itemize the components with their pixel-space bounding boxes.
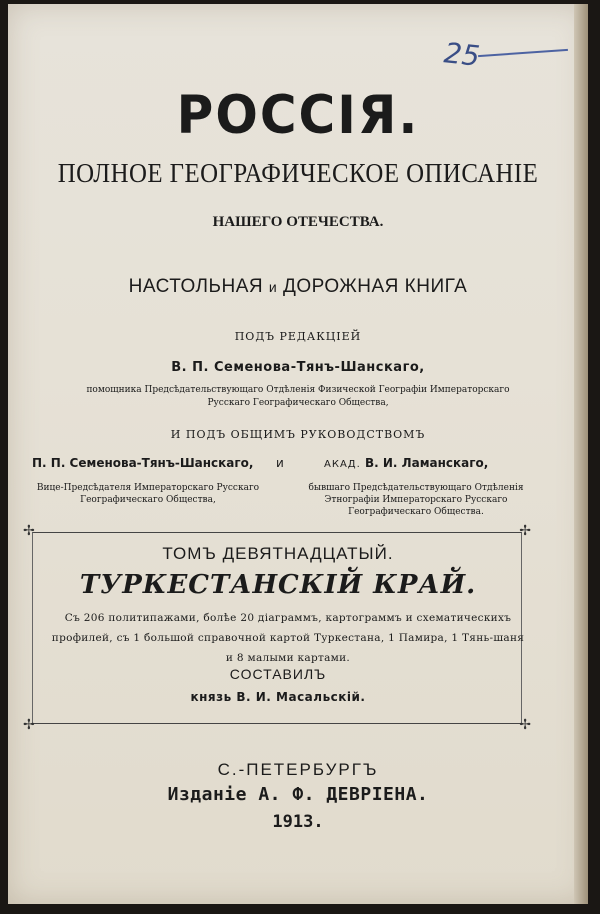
volume-number: ТОМЪ ДЕВЯТНАДЦАТЫЙ.: [162, 544, 394, 563]
leader2-line: [324, 456, 488, 470]
subtitle3-part-b: и: [268, 279, 278, 295]
publication-city: С.-ПЕТЕРБУРГЪ: [217, 760, 379, 779]
publisher: Изданіе А. Ф. ДЕВРІЕНА.: [167, 784, 429, 805]
pencil-stroke: [478, 49, 568, 57]
subtitle-line-1: ПОЛНОЕ ГЕОГРАФИЧЕСКОЕ ОПИСАНІЕ: [57, 158, 539, 188]
corner-ornament-icon: ✢: [519, 523, 531, 539]
leader2-prefix: АКАД.: [324, 459, 361, 470]
corner-ornament-icon: ✢: [23, 523, 35, 539]
editor-name: В. П. Семенова-Тянъ-Шанскаго,: [171, 360, 425, 375]
volume-title: ТУРКЕСТАНСКІЙ КРАЙ.: [79, 570, 477, 600]
pencil-note: 25: [442, 36, 482, 73]
corner-ornament-icon: ✢: [519, 717, 531, 733]
under-editor-label: ПОДЪ РЕДАКЦІЕЙ: [234, 330, 362, 343]
author-name: князь В. И. Масальскій.: [190, 690, 366, 704]
leader1-name: П. П. Семенова-Тянъ-Шанскаго,: [32, 456, 254, 470]
leader2-name: В. И. Ламанскаго,: [364, 456, 489, 470]
publication-year: 1913.: [272, 812, 324, 832]
conjunction: и: [276, 456, 284, 470]
book-title: РОССІЯ.: [176, 84, 420, 146]
corner-ornament-icon: ✢: [23, 717, 35, 733]
general-guidance-label: И ПОДЪ ОБЩИМЪ РУКОВОДСТВОМЪ: [170, 428, 426, 441]
leader1-description: Вице-Предсѣдателя Императорскаго Русскаго Географическаго Общества,: [36, 483, 260, 505]
subtitle3-part-c: ДОРОЖНАЯ КНИГА: [282, 276, 468, 297]
subtitle-line-3: [8, 276, 588, 298]
compiled-label: СОСТАВИЛЪ: [229, 666, 327, 682]
editor-description: помощника Предсѣдательствующаго Отдѣленія Физической Географіи Императорскаго Русскаго Географическаго Общества,: [86, 385, 510, 408]
title-page: [8, 4, 588, 904]
subtitle-line-2: НАШЕГО ОТЕЧЕСТВА.: [212, 214, 384, 230]
subtitle3-part-a: НАСТОЛЬНАЯ: [128, 276, 264, 297]
leader2-description: бывшаго Предсѣдательствующаго Отдѣленія Этнографіи Императорскаго Русскаго Географическаго Общества.: [308, 483, 524, 517]
volume-contents: Съ 206 политипажами, болѣе 20 діаграммъ, картограммъ и схематическихъ профилей, съ 1 большой справочной картой Туркестана, 1 Памира, 1 Тянь-шаня и 8 малыми картами.: [51, 612, 525, 664]
